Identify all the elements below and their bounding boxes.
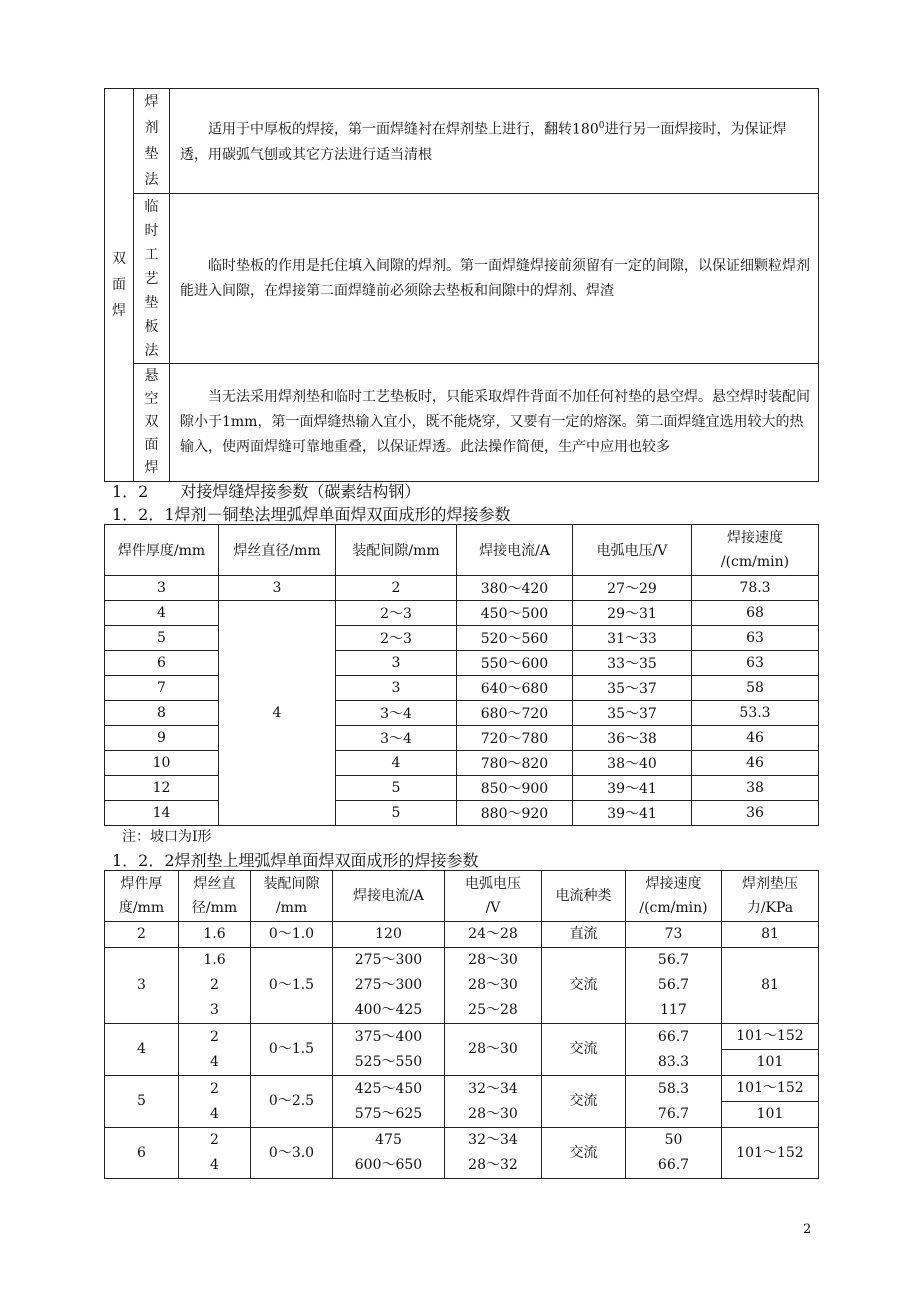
table-header-row: 焊件厚度/mm 焊丝直径/mm 装配间隙/mm 焊接电流/A 电弧电压/V 焊接速度 /(cm/min) — [105, 525, 819, 576]
table-note: 注：坡口为I形 — [122, 829, 212, 845]
method-description: 当无法采用焊剂垫和临时工艺垫板时，只能采取焊件背面不加任何衬垫的悬空焊。悬空焊时装配间隙小于1mm，第一面焊缝热输入宜小，既不能烧穿，又要有一定的熔深。第二面焊缝宜选用较大的热输入，使两面焊缝可靠地重叠，以保证焊透。此法操作简便，生产中应用也较多 — [170, 364, 819, 482]
table-row: 4 2 4 0～1.5 375～400 525～550 28～30 交流 66.7 83.3 101～152 — [105, 1024, 819, 1050]
table-header-row: 焊件厚 度/mm 焊丝直 径/mm 装配间隙 /mm 焊接电流/A 电弧电压 /V 电流种类 焊接速度 /(cm/min) 焊剂垫压 力/KPa — [105, 871, 819, 922]
table-row: 6 2 4 0～3.0 475 600～650 32～34 28～32 交流 50 66.7 101～152 — [105, 1128, 819, 1179]
table-row: 7 3 640～680 35～37 58 — [105, 676, 819, 701]
table-row: 12 5 850～900 39～41 38 — [105, 776, 819, 801]
table-row: 14 5 880～920 39～41 36 — [105, 801, 819, 826]
method-cell: 悬空双面焊 — [134, 364, 170, 482]
params-table-copper-backing — [104, 524, 819, 826]
group-label — [105, 89, 134, 482]
table-row: 5 2～3 520～560 31～33 63 — [105, 626, 819, 651]
method-description: 临时垫板的作用是托住填入间隙的焊剂。第一面焊缝焊接前须留有一定的间隙，以保证细颗粒焊剂能进入间隙，在焊接第二面焊缝前必须除去垫板和间隙中的焊剂、焊渣 — [170, 194, 819, 364]
table-row: 3 1.6 2 3 0～1.5 275～300 275～300 400～425 28～30 28～30 25～28 交流 56.7 56.7 117 81 — [105, 948, 819, 1024]
table-row: 3 3 2 380～420 27～29 78.3 — [105, 576, 819, 601]
method-cell: 临时工艺垫板法 — [134, 194, 170, 364]
table-row: 10 4 780～820 38～40 46 — [105, 751, 819, 776]
table-row: 2 1.6 0～1.0 120 24～28 直流 73 81 — [105, 922, 819, 948]
table-row: 4 4 2～3 450～500 29～31 68 — [105, 601, 819, 626]
method-description: 适用于中厚板的焊接，第一面焊缝衬在焊剂垫上进行，翻转$180^0$进行另一面焊接时，为保证焊透，用碳弧气刨或其它方法进行适当清根 — [170, 89, 819, 194]
params-table-flux-backing — [104, 870, 819, 1179]
section-heading: 1．2．2焊剂垫上埋弧焊单面焊双面成形的焊接参数 — [112, 851, 479, 870]
double-side-welding-table — [104, 88, 819, 482]
table-row: 9 3～4 720～780 36～38 46 — [105, 726, 819, 751]
section-heading: 1．2．1焊剂－铜垫法埋弧焊单面焊双面成形的焊接参数 — [112, 505, 511, 524]
table-row: 8 3～4 680～720 35～37 53.3 — [105, 701, 819, 726]
table-row: 5 2 4 0～2.5 425～450 575～625 32～34 28～30 交流 58.3 76.7 101～152 — [105, 1076, 819, 1102]
table-row: 101 — [105, 1050, 819, 1076]
section-heading: 1．2 对接焊缝焊接参数（碳素结构钢） — [112, 482, 421, 501]
page-number: 2 — [803, 1222, 812, 1237]
table-row: 101 — [105, 1102, 819, 1128]
group-text: 双面焊 — [112, 251, 126, 319]
table-row: 6 3 550～600 33～35 63 — [105, 651, 819, 676]
method-cell: 焊剂垫法 — [134, 89, 170, 194]
